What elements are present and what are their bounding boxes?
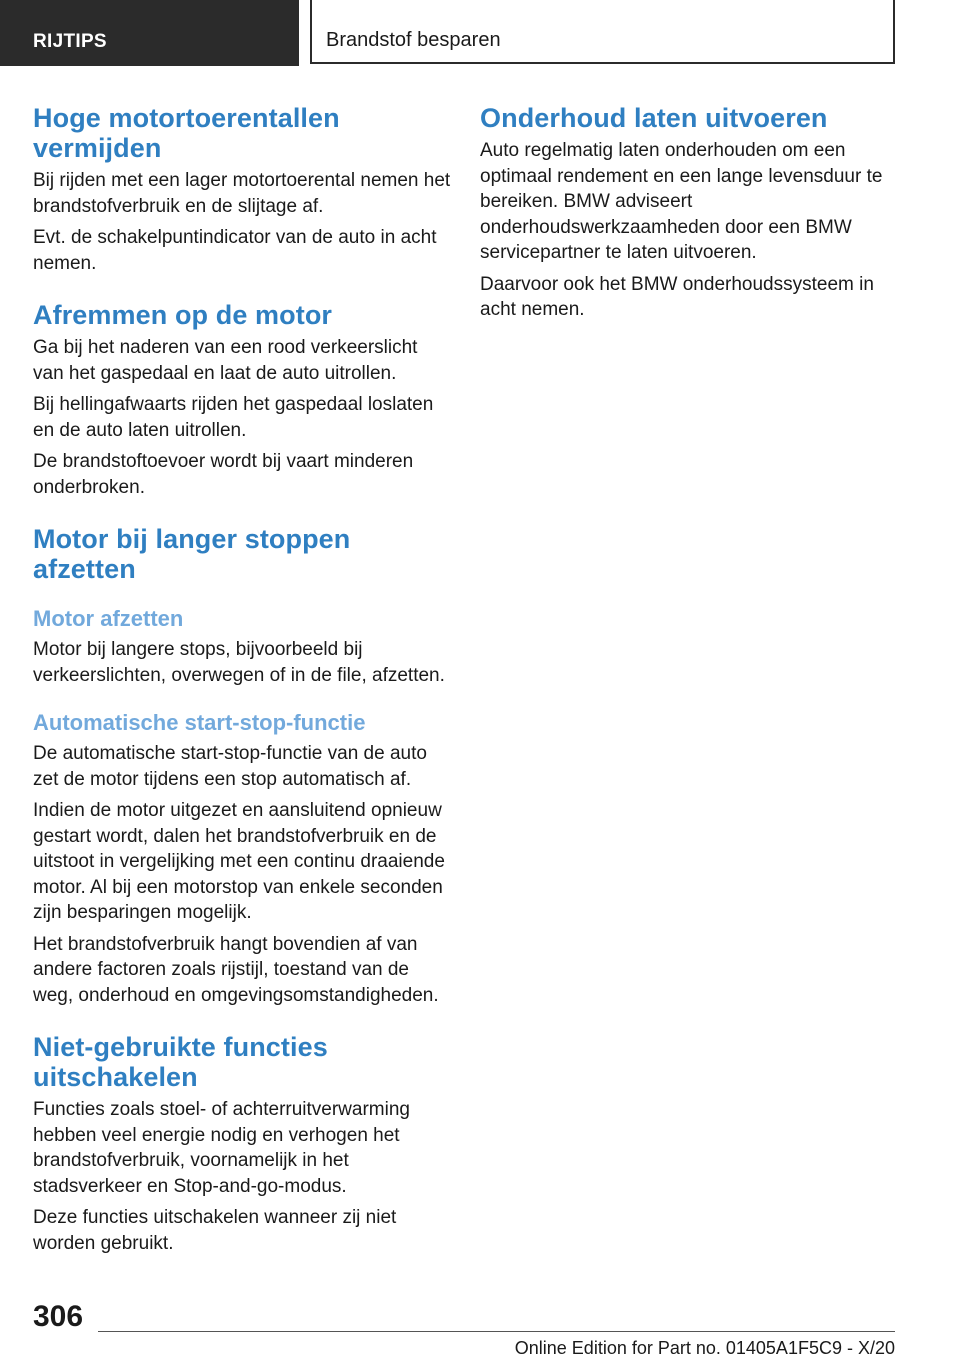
subheading-start-stop: Automatische start-stop-functie: [33, 710, 366, 735]
heading-functies: Niet-gebruikte functies uitschakelen: [33, 1032, 328, 1092]
heading-motor-stoppen: Motor bij langer stoppen afzetten: [33, 524, 351, 584]
paragraph: De brandstoftoevoer wordt bij vaart minderen onderbroken.: [33, 451, 414, 498]
paragraph: Deze functies uitschakelen wanneer zij niet worden gebruikt.: [33, 1207, 397, 1254]
section-tab: RIJTIPS: [0, 0, 299, 66]
subheading-motor-afzetten: Motor afzetten: [33, 606, 184, 631]
paragraph: Functies zoals stoel- of achterruitverwarming hebben veel energie nodig en verhogen het brandstofverbruik, voornamelijk in het stadsverkeer en Stop-and-go-modus.: [33, 1099, 410, 1197]
left-column: [33, 103, 451, 1256]
paragraph: Evt. de schakelpuntindicator van de auto in acht nemen.: [33, 227, 437, 274]
heading-onderhoud: Onderhoud laten uitvoeren: [480, 103, 828, 133]
chapter-title: Brandstof besparen: [310, 0, 895, 64]
paragraph: Indien de motor uitgezet en aansluitend opnieuw gestart wordt, dalen het brandstofverbruik en de uitstoot in vergelijking met een continu draaiende motor. Al bij een motorstop van enkele seconden zijn besparingen mogelijk.: [33, 800, 445, 923]
paragraph: Motor bij langere stops, bijvoorbeeld bij verkeerslichten, overwegen of in de file, afzetten.: [33, 639, 445, 686]
footer-divider: [98, 1331, 895, 1332]
edition-note: Online Edition for Part no. 01405A1F5C9 - X/20: [514, 1338, 895, 1358]
paragraph: Daarvoor ook het BMW onderhoudssysteem in acht nemen.: [480, 273, 874, 320]
right-column: [480, 103, 900, 323]
paragraph: Het brandstofverbruik hangt bovendien af van andere factoren zoals rijstijl, toestand van de weg, onderhoud en omgevingsomstandigheden.: [33, 933, 439, 1006]
paragraph: Ga bij het naderen van een rood verkeerslicht van het gaspedaal en laat de auto uitrollen.: [33, 337, 418, 384]
heading-afremmen: Afremmen op de motor: [33, 300, 333, 330]
paragraph: De automatische start-stop-functie van de auto zet de motor tijdens een stop automatisch af.: [33, 743, 427, 790]
heading-motortoerentallen: Hoge motortoerentallen vermijden: [33, 103, 340, 163]
paragraph: Auto regelmatig laten onderhouden om een optimaal rendement en een lange levensduur te bereiken. BMW adviseert onderhoudswerkzaamheden door een BMW servicepartner te laten uitvoeren.: [480, 140, 883, 263]
page-header: [0, 0, 960, 66]
page-number: 306: [33, 1300, 84, 1333]
paragraph: Bij hellingafwaarts rijden het gaspedaal loslaten en de auto laten uitrollen.: [33, 394, 434, 441]
paragraph: Bij rijden met een lager motortoerental nemen het brandstofverbruik en de slijtage af.: [33, 170, 451, 217]
